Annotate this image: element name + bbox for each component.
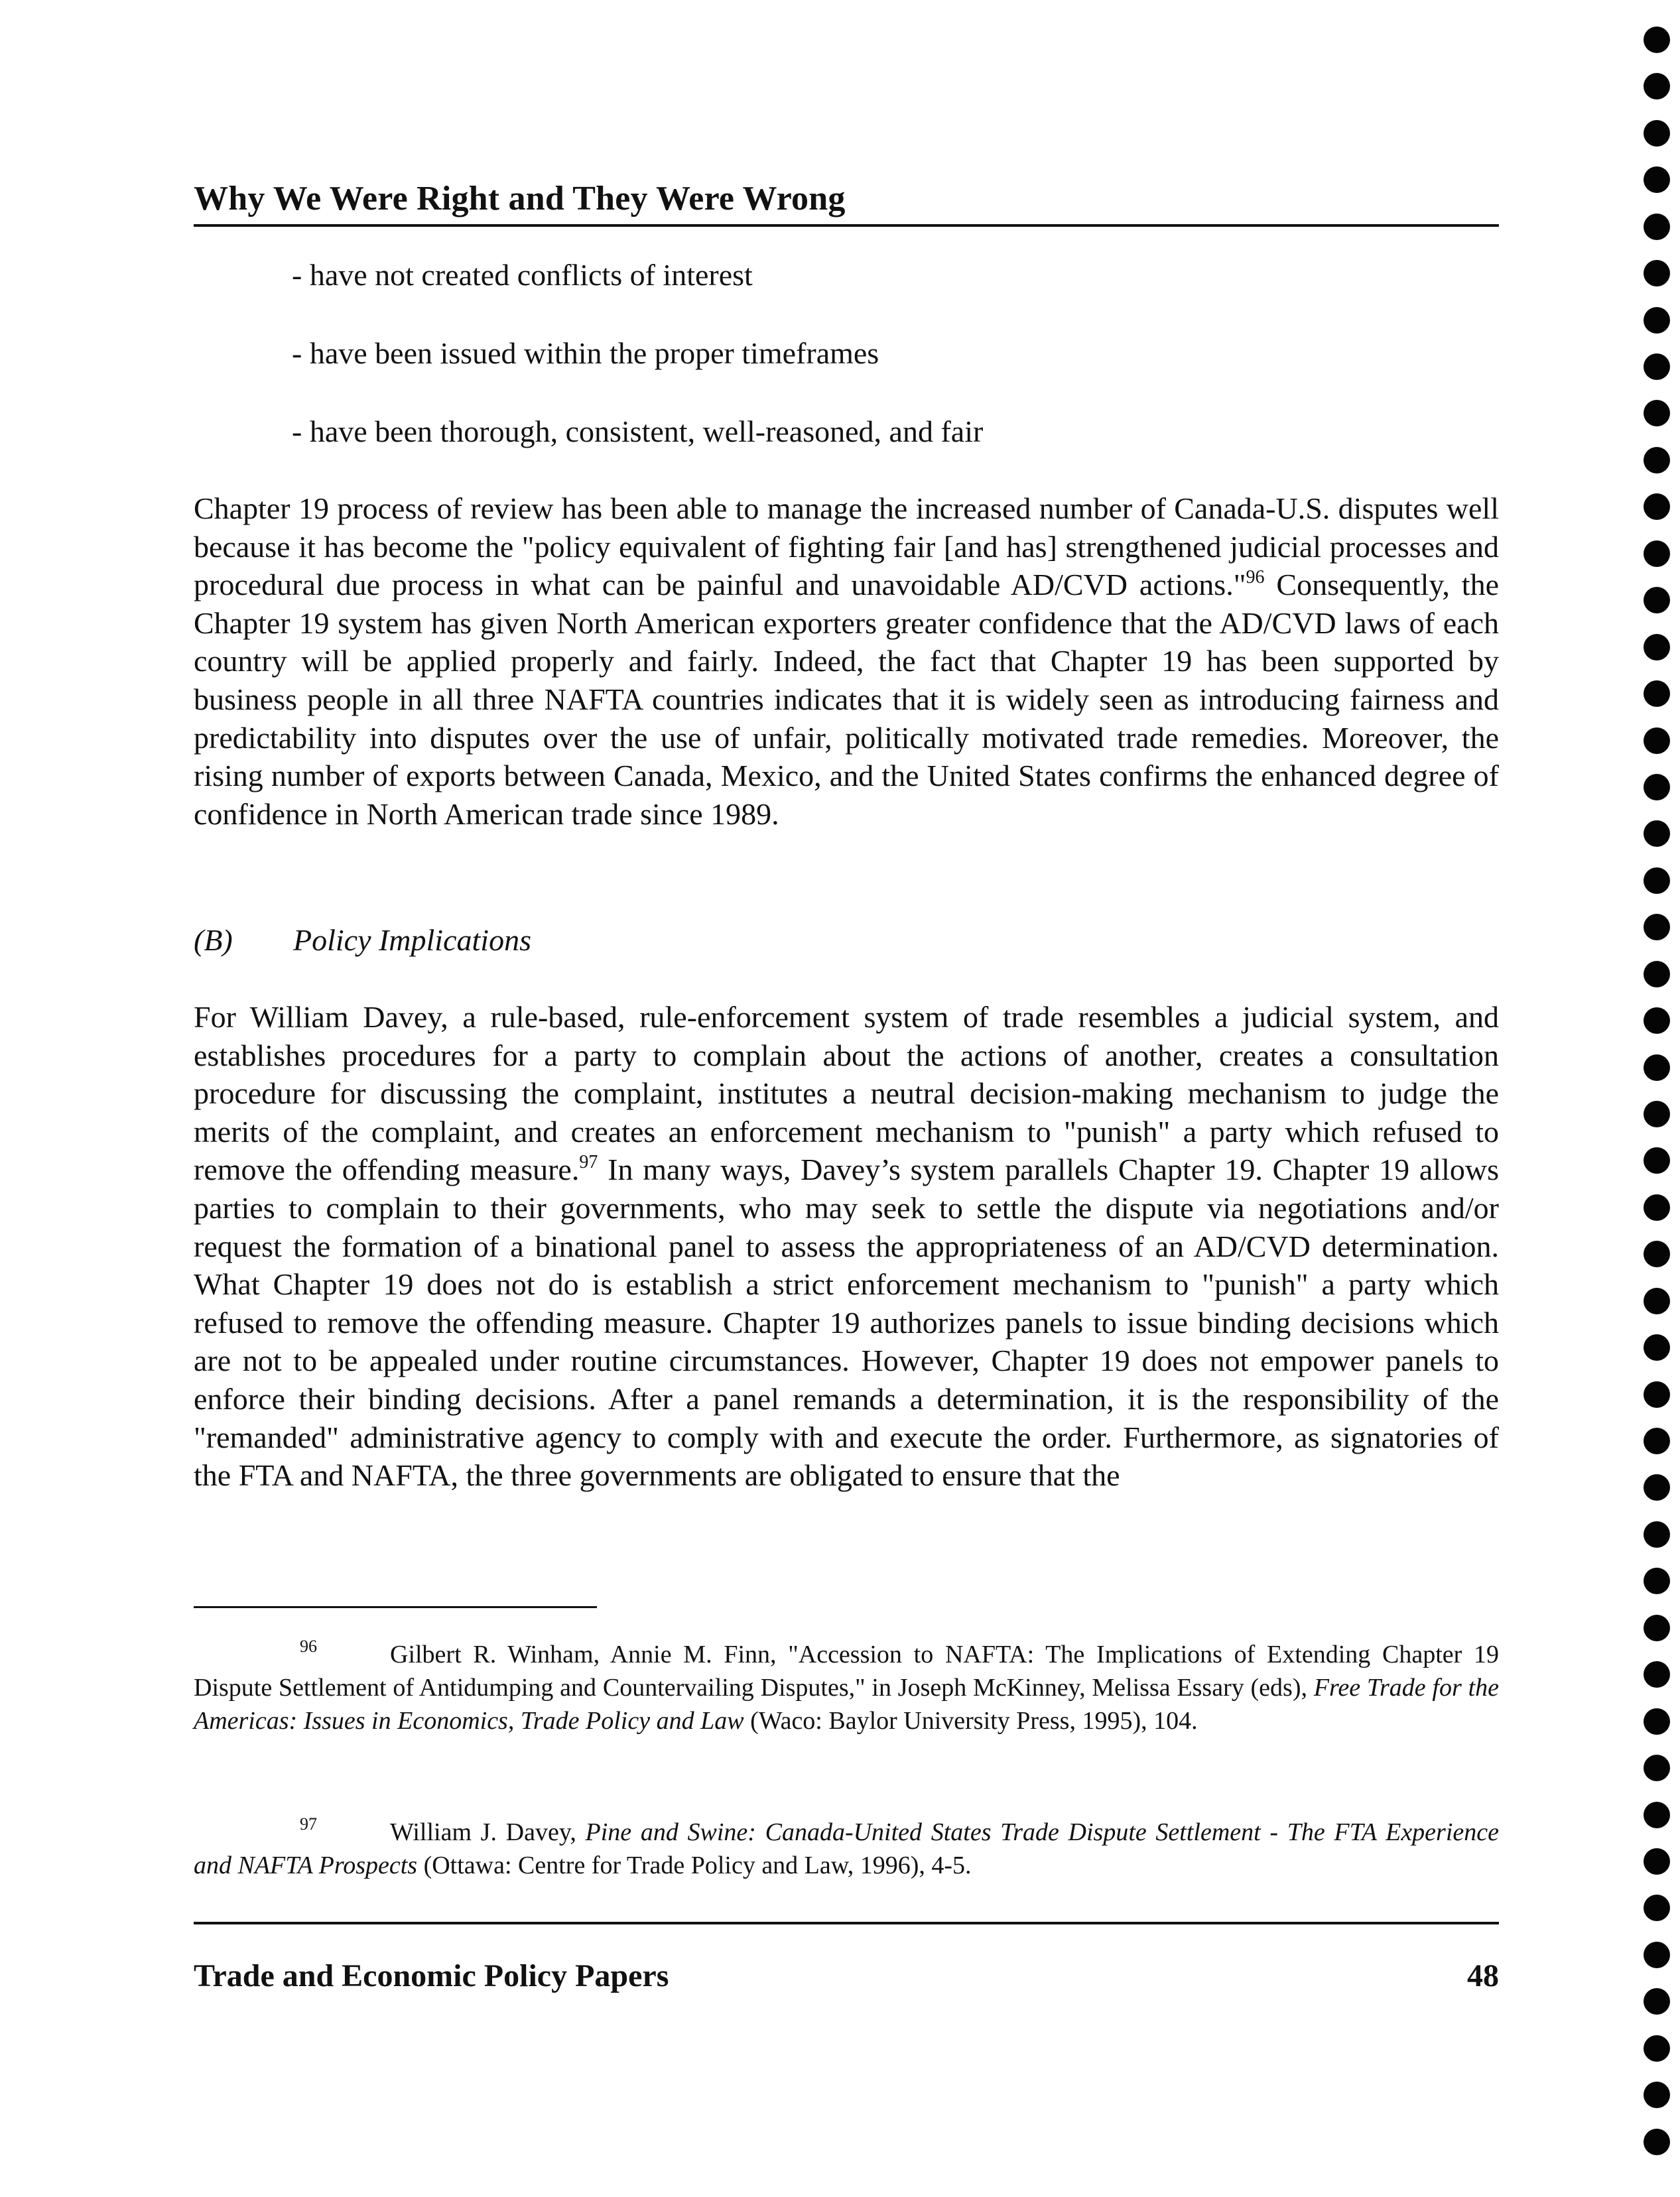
footnote-separator: [194, 1606, 597, 1608]
binding-hole: [1644, 1521, 1670, 1548]
binding-hole: [1644, 774, 1670, 800]
bullet-item: - have not created conflicts of interest: [292, 258, 753, 292]
binding-hole: [1644, 634, 1670, 660]
binding-hole: [1644, 1194, 1670, 1221]
binding-hole: [1644, 73, 1670, 99]
binding-hole: [1644, 1895, 1670, 1921]
binding-hole: [1644, 587, 1670, 613]
binding-hole: [1644, 1661, 1670, 1688]
footnote-title: Free Trade for the Americas: Issues in Economics, Trade Policy and Law: [194, 1674, 1499, 1735]
body-paragraph: [194, 489, 1499, 833]
footnote-text: (Ottawa: Centre for Trade Policy and Law, 1996), 4-5.: [417, 1852, 972, 1879]
binding-hole: [1644, 2129, 1670, 2155]
binding-hole: [1644, 1942, 1670, 1968]
paragraph-text: In many ways, Davey’s system parallels Chapter 19. Chapter 19 allows parties to complain to their governments, who may seek to settle the dispute via negotiations and/or request the formation of a binational panel to assess the appropriateness of an AD/CVD determination. What Chapter 19 does not do is establish a strict enforcement mechanism to "punish" a party which refused to remove the offending measure. Chapter 19 authorizes panels to issue binding decisions which are not to be appealed under routine circumstances. However, Chapter 19 does not empower panels to enforce their binding decisions. After a panel remands a determination, it is the responsibility of the "remanded" administrative agency to comply with and execute the order. Furthermore, as signatories of the FTA and NAFTA, the three governments are obligated to ensure that the: [194, 1153, 1499, 1493]
binding-hole: [1644, 1474, 1670, 1501]
binding-hole: [1644, 493, 1670, 520]
binding-hole: [1644, 27, 1670, 53]
footer-title: Trade and Economic Policy Papers: [194, 1958, 669, 1993]
footnote: 96 Gilbert R. Winham, Annie M. Finn, "Accession to NAFTA: The Implications of Extending Chapter 19 Dispute Settlement of Antidumping and Countervailing Disputes," in Joseph McKinney, Melissa Essary (eds), Free Trade for the Americas: Issues in Economics, Trade Policy and Law (Waco: Baylor University Press, 1995), 104.: [194, 1637, 1499, 1735]
binding-hole: [1644, 260, 1670, 286]
binding-hole: [1644, 1007, 1670, 1034]
binding-hole: [1644, 961, 1670, 987]
spiral-binding-holes: [1644, 20, 1673, 2188]
bullet-item: - have been thorough, consistent, well-reasoned, and fair: [292, 414, 984, 448]
binding-hole: [1644, 1708, 1670, 1735]
footer-rule: [194, 1922, 1499, 1924]
binding-hole: [1644, 1101, 1670, 1127]
binding-hole: [1644, 1147, 1670, 1174]
paragraph-text: For William Davey, a rule-based, rule-enforcement system of trade resembles a judicial system, and establishes procedures for a party to complain about the actions of another, creates a consultation procedure for discussing the complaint, institutes a neutral decision-making mechanism to judge the merits of the complaint, and creates an enforcement mechanism to "punish" a party which refused to remove the offending measure.: [194, 1000, 1499, 1187]
binding-hole: [1644, 353, 1670, 380]
page-number: 48: [1467, 1958, 1499, 1993]
binding-hole: [1644, 307, 1670, 334]
footnote-reference: 97: [579, 1152, 598, 1173]
bullet-item: - have been issued within the proper timeframes: [292, 336, 879, 370]
binding-hole: [1644, 2082, 1670, 2108]
binding-hole: [1644, 214, 1670, 240]
paragraph-text: Chapter 19 process of review has been able to manage the increased number of Canada-U.S. disputes well because it has become the "policy equivalent of fighting fair [and has] strengthened judicial processes and procedural due process in what can be painful and unavoidable AD/CVD actions.": [194, 491, 1499, 602]
header-rule: [194, 224, 1499, 227]
binding-hole: [1644, 1288, 1670, 1314]
binding-hole: [1644, 867, 1670, 894]
binding-hole: [1644, 820, 1670, 847]
body-paragraph: [194, 998, 1499, 1495]
binding-hole: [1644, 914, 1670, 940]
binding-hole: [1644, 680, 1670, 707]
footnote-reference: 96: [1246, 567, 1265, 588]
binding-hole: [1644, 166, 1670, 193]
binding-hole: [1644, 1755, 1670, 1781]
binding-hole: [1644, 1802, 1670, 1828]
binding-hole: [1644, 1054, 1670, 1081]
binding-hole: [1644, 447, 1670, 473]
binding-hole: [1644, 1568, 1670, 1594]
binding-hole: [1644, 1615, 1670, 1641]
binding-hole: [1644, 1334, 1670, 1361]
section-number: (B): [194, 923, 233, 957]
binding-hole: [1644, 727, 1670, 754]
section-heading: [194, 920, 531, 960]
binding-hole: [1644, 1988, 1670, 2015]
footnote-title: Pine and Swine: Canada-United States Trade Dispute Settlement - The FTA Experience and NAFTA Prospects: [194, 1818, 1499, 1879]
binding-hole: [1644, 540, 1670, 567]
paragraph-text: Consequently, the Chapter 19 system has given North American exporters greater confidence that the AD/CVD laws of each country will be applied properly and fairly. Indeed, the fact that Chapter 19 has been supported by business people in all three NAFTA countries indicates that it is widely seen as introducing fairness and predictability into disputes over the use of unfair, politically motivated trade remedies. Moreover, the rising number of exports between Canada, Mexico, and the United States confirms the enhanced degree of confidence in North American trade since 1989.: [194, 568, 1500, 831]
binding-hole: [1644, 1428, 1670, 1454]
footnote-text: (Waco: Baylor University Press, 1995), 104.: [743, 1707, 1198, 1735]
footnote-text: William J. Davey,: [390, 1818, 586, 1846]
section-title: Policy Implications: [293, 923, 531, 957]
binding-hole: [1644, 1381, 1670, 1408]
binding-hole: [1644, 2035, 1670, 2062]
running-header-title: Why We Were Right and They Were Wrong: [194, 180, 846, 218]
footnote-text: Gilbert R. Winham, Annie M. Finn, "Accession to NAFTA: The Implications of Extending Chapter 19 Dispute Settlement of Antidumping and Countervailing Disputes," in Joseph McKinney, Melissa Essary (eds),: [194, 1641, 1499, 1702]
binding-hole: [1644, 120, 1670, 147]
binding-hole: [1644, 400, 1670, 426]
binding-hole: [1644, 1848, 1670, 1875]
binding-hole: [1644, 1241, 1670, 1267]
bullet-list: [292, 255, 1499, 490]
footnote: 97 William J. Davey, Pine and Swine: Canada-United States Trade Dispute Settlement - The FTA Experience and NAFTA Prospects (Ottawa: Centre for Trade Policy and Law, 1996), 4-5.: [194, 1814, 1499, 1879]
